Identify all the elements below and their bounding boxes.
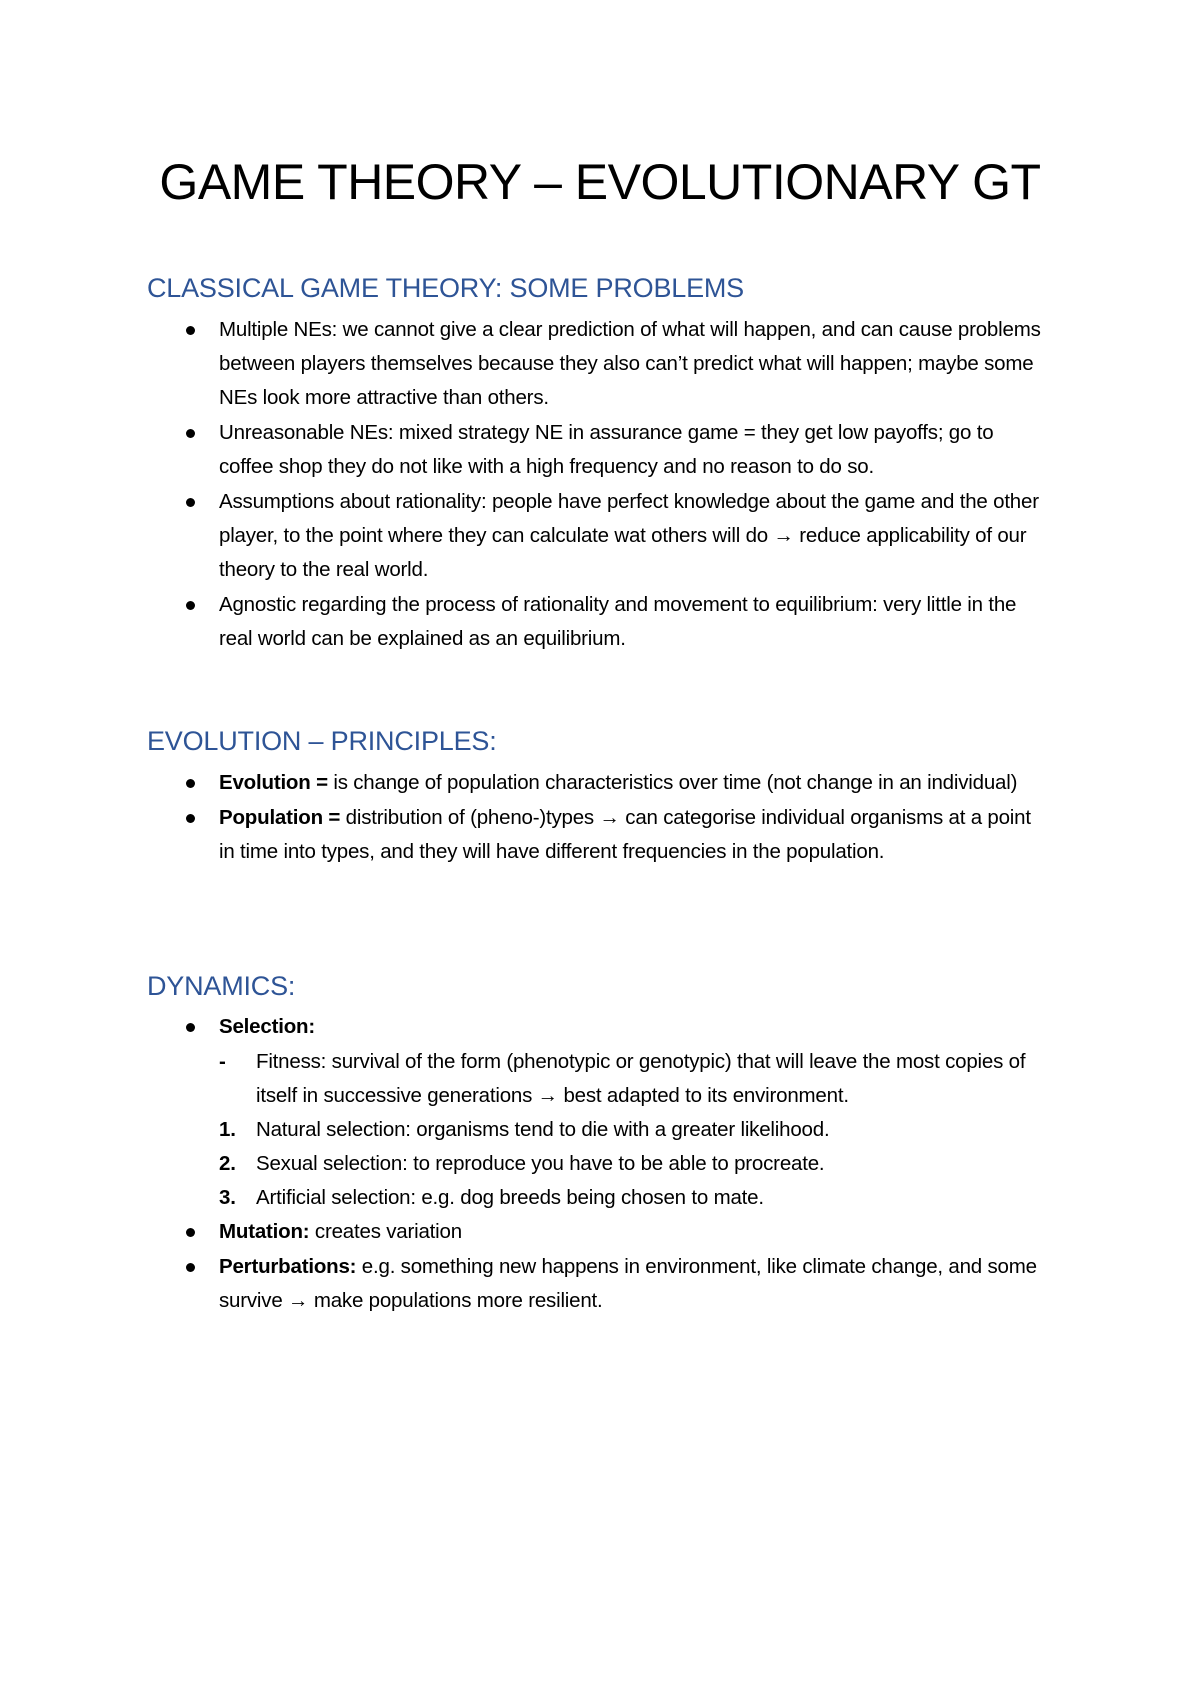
bullet-icon (186, 498, 195, 507)
numbered-item-text: Natural selection: organisms tend to die with a greater likelihood. (256, 1118, 830, 1141)
bullet-icon (186, 814, 195, 823)
term-label: Perturbations: (219, 1255, 357, 1278)
bullet-icon (186, 601, 195, 610)
term-label: Evolution = (219, 771, 328, 794)
list-item-text: Agnostic regarding the process of rationality and movement to equilibrium: very little in the real world can be explained as an equilibrium. (219, 593, 1017, 650)
list-item (0, 1215, 1200, 1249)
numbered-item (0, 1113, 1200, 1147)
numbered-item (0, 1181, 1200, 1215)
bullet-icon (186, 429, 195, 438)
section-heading-classical-problems: CLASSICAL GAME THEORY: SOME PROBLEMS (147, 273, 744, 303)
list-item-text: distribution of (pheno-)types → can categorise individual organisms at a point in time into types, and they will have different frequencies in the population. (219, 806, 1031, 863)
list-item-selection (0, 1010, 1200, 1044)
list-item (0, 766, 1200, 800)
term-label: Mutation: (219, 1220, 310, 1243)
number-marker: 3. (219, 1186, 236, 1209)
list-item-text: is change of population characteristics over time (not change in an individual) (327, 771, 1018, 794)
term-label: Selection: (219, 1015, 315, 1038)
dash-marker: - (219, 1050, 226, 1073)
evolution-principles-list (0, 766, 1200, 870)
bullet-icon (186, 326, 195, 335)
document-title: GAME THEORY – EVOLUTIONARY GT (159, 154, 1041, 210)
list-item (0, 1250, 1200, 1318)
numbered-item-text: Artificial selection: e.g. dog breeds being chosen to mate. (256, 1186, 764, 1209)
list-item-text: Multiple NEs: we cannot give a clear prediction of what will happen, and can cause problems between players themselves because they also can’t predict what will happen; maybe some NEs look more attractive than others. (219, 318, 1041, 409)
list-item-text: Unreasonable NEs: mixed strategy NE in assurance game = they get low payoffs; go to coffee shop they do not like with a high frequency and no reason to do so. (219, 421, 994, 478)
numbered-item (0, 1147, 1200, 1181)
number-marker: 1. (219, 1118, 236, 1141)
number-marker: 2. (219, 1152, 236, 1175)
list-item (0, 416, 1200, 484)
term-label: Population = (219, 806, 341, 829)
list-item (0, 313, 1200, 415)
list-item (0, 801, 1200, 869)
dynamics-list (0, 1010, 1200, 1319)
list-item-text: e.g. something new happens in environment, like climate change, and some survive → make populations more resilient. (219, 1255, 1037, 1312)
bullet-icon (186, 779, 195, 788)
list-item (0, 485, 1200, 587)
bullet-icon (186, 1228, 195, 1237)
list-item-text: creates variation (309, 1220, 462, 1243)
list-item-text: Assumptions about rationality: people have perfect knowledge about the game and the other player, to the point where they can calculate wat others will do → reduce applicability of our theory to the real world. (219, 490, 1039, 581)
section-heading-dynamics: DYNAMICS: (147, 971, 296, 1001)
bullet-icon (186, 1263, 195, 1272)
section-heading-evolution-principles: EVOLUTION – PRINCIPLES: (147, 726, 497, 756)
bullet-icon (186, 1023, 195, 1032)
sub-item-text: Fitness: survival of the form (phenotypic or genotypic) that will leave the most copies of itself in successive generations → best adapted to its environment. (256, 1050, 1026, 1107)
classical-problems-list (0, 313, 1200, 657)
numbered-item-text: Sexual selection: to reproduce you have to be able to procreate. (256, 1152, 825, 1175)
list-item (0, 588, 1200, 656)
sub-item-fitness (0, 1045, 1200, 1113)
